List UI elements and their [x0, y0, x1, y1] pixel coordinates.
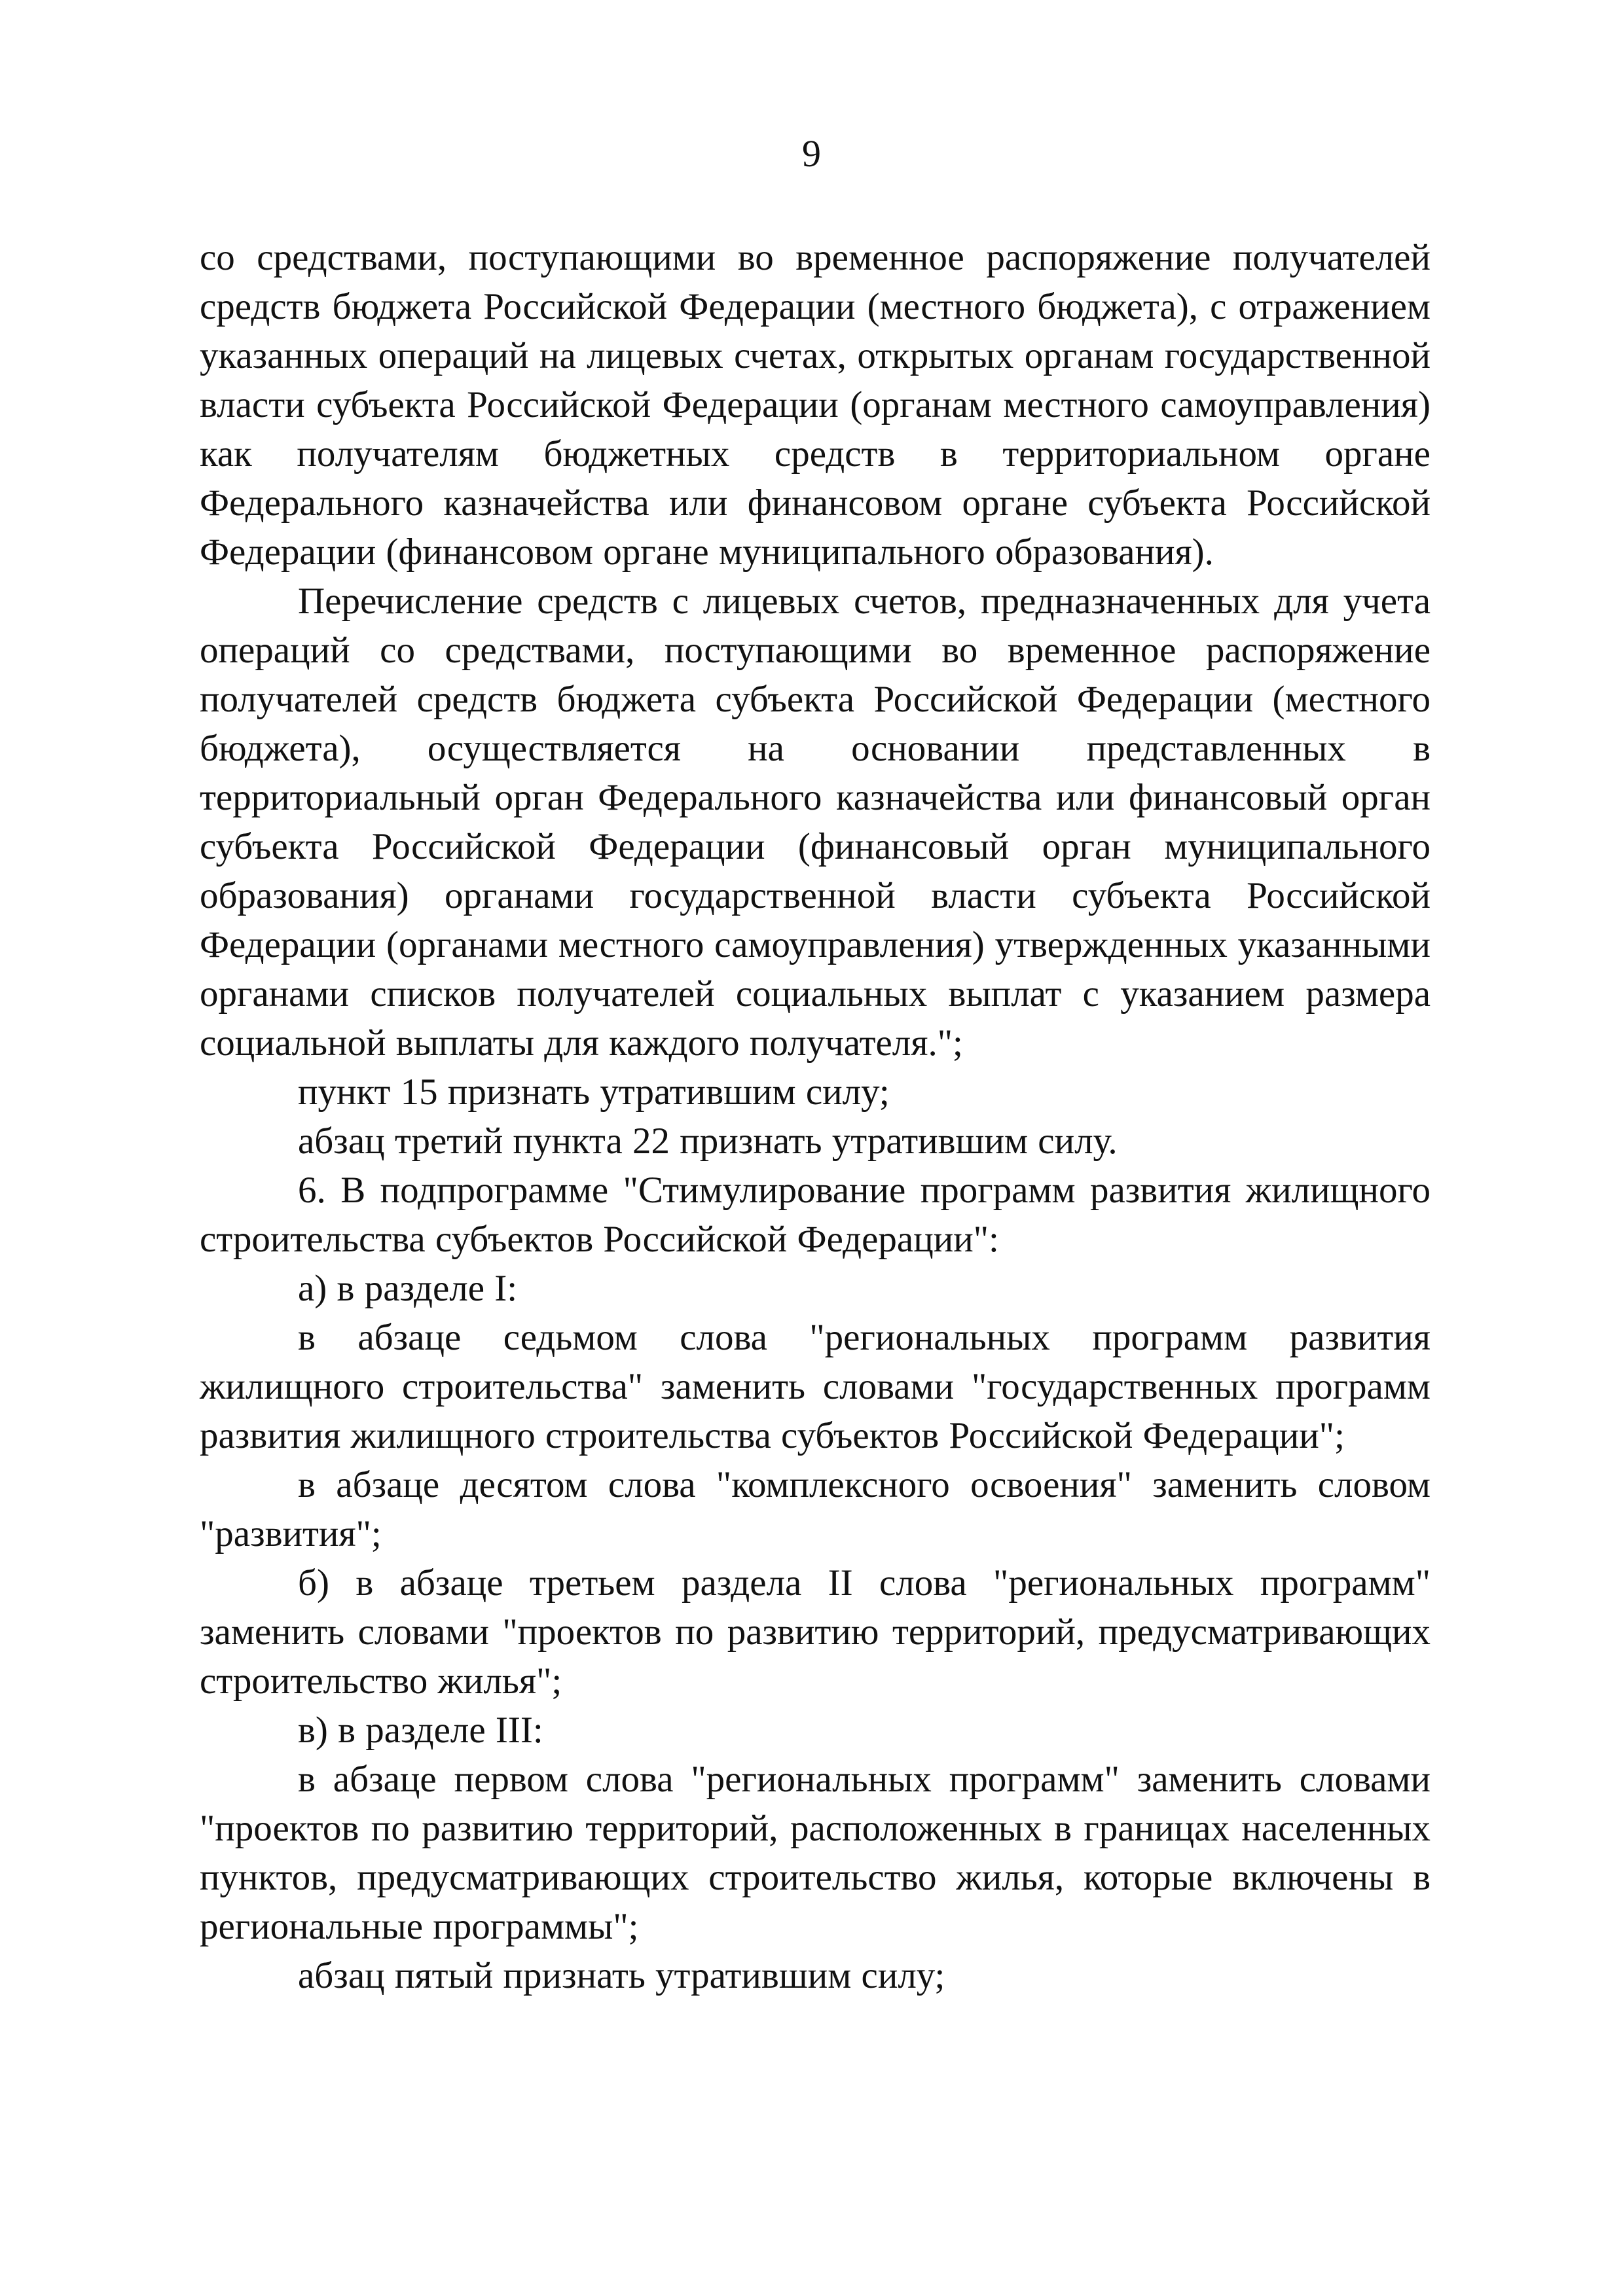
paragraph-11: в абзаце первом слова "региональных программ" заменить словами "проектов по развитию территорий, расположенных в границах населенных пунктов, предусматривающих строительство жилья, которые включены в региональные программы";: [200, 1759, 1431, 1947]
paragraph-5: 6. В подпрограмме "Стимулирование программ развития жилищного строительства субъектов Российской Федерации":: [200, 1170, 1431, 1260]
paragraph-4: абзац третий пункта 22 признать утратившим силу.: [298, 1121, 1118, 1162]
document-body: [200, 233, 1431, 2000]
paragraph-6: а) в разделе I:: [298, 1268, 518, 1309]
paragraph-1: со средствами, поступающими во временное распоряжение получателей средств бюджета Российской Федерации (местного бюджета), с отражением указанных операций на лицевых счетах, открытых органам государственной власти субъекта Российской Федерации (органам местного самоуправления) как получателям бюджетных средств в территориальном органе Федерального казначейства или финансовом органе субъекта Российской Федерации (финансовом органе муниципального образования).: [200, 237, 1431, 573]
page-number: 9: [802, 132, 821, 175]
paragraph-7: в абзаце седьмом слова "региональных программ развития жилищного строительства" заменить словами "государственных программ развития жилищного строительства субъектов Российской Федерации";: [200, 1317, 1431, 1456]
paragraph-2: Перечисление средств с лицевых счетов, предназначенных для учета операций со средствами, поступающими во временное распоряжение получателей средств бюджета субъекта Российской Федерации (местного бюджета), осуществляется на основании представленных в территориальный орган Федерального казначейства или финансовый орган субъекта Российской Федерации (финансовый орган муниципального образования) органами государственной власти субъекта Российской Федерации (органами местного самоуправления) утвержденных указанными органами списков получателей социальных выплат с указанием размера социальной выплаты для каждого получателя.";: [200, 581, 1431, 1064]
paragraph-9: б) в абзаце третьем раздела II слова "региональных программ" заменить словами "проектов по развитию территорий, предусматривающих строительство жилья";: [200, 1562, 1431, 1702]
paragraph-3: пункт 15 признать утратившим силу;: [298, 1071, 890, 1113]
paragraph-8: в абзаце десятом слова "комплексного освоения" заменить словом "развития";: [200, 1464, 1431, 1554]
paragraph-12: абзац пятый признать утратившим силу;: [298, 1955, 945, 1996]
paragraph-10: в) в разделе III:: [298, 1710, 543, 1751]
